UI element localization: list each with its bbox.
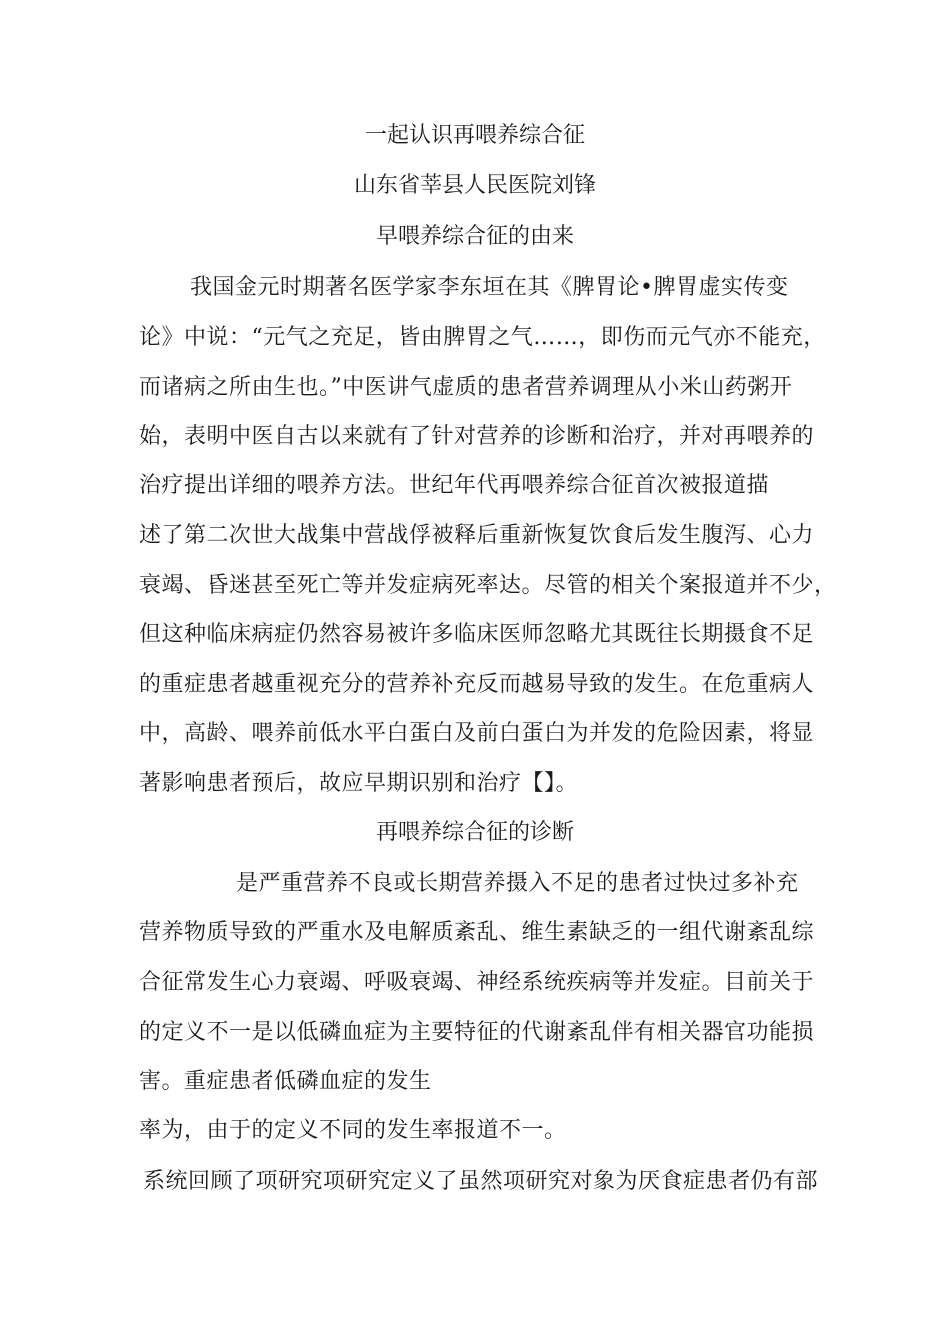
paragraph-line: 但这种临床病症仍然容易被许多临床医师忽略尤其既往长期摄食不足 bbox=[139, 622, 815, 647]
section-heading-origin: 早喂养综合征的由来 bbox=[375, 224, 574, 249]
paragraph-line: 而诸病之所由生也。”中医讲气虚质的患者营养调理从小米山药粥开 bbox=[139, 375, 793, 400]
paragraph-line: 害。重症患者低磷血症的发生 bbox=[139, 1069, 432, 1094]
paragraph-line: 述了第二次世大战集中营战俘被释后重新恢复饮食后发生腹泻、心力 bbox=[139, 523, 815, 548]
paragraph-line: 论》中说：“元气之充足，皆由脾胃之气……，即伤而元气亦不能充， bbox=[139, 325, 826, 350]
section-heading-diagnosis: 再喂养综合征的诊断 bbox=[375, 820, 574, 845]
paragraph-line: 是严重营养不良或长期营养摄入不足的患者过快过多补充 bbox=[236, 871, 799, 896]
paragraph-line: 营养物质导致的严重水及电解质紊乱、维生素缺乏的一组代谢紊乱综 bbox=[139, 920, 815, 945]
paragraph-line: 我国金元时期著名医学家李东垣在其《脾胃论•脾胃虚实传变 bbox=[190, 275, 789, 300]
paragraph-line: 系统回顾了项研究项研究定义了虽然项研究对象为厌食症患者仍有部 bbox=[143, 1169, 819, 1194]
document-author: 山东省莘县人民医院刘锋 bbox=[353, 173, 596, 198]
paragraph-line: 始，表明中医自古以来就有了针对营养的诊断和治疗，并对再喂养的 bbox=[139, 424, 815, 449]
paragraph-line: 的定义不一是以低磷血症为主要特征的代谢紊乱伴有相关器官功能损 bbox=[139, 1020, 815, 1045]
paragraph-line: 中，高龄、喂养前低水平白蛋白及前白蛋白为并发的危险因素，将显 bbox=[139, 721, 815, 746]
document-title: 一起认识再喂养综合征 bbox=[364, 123, 585, 148]
paragraph-line: 著影响患者预后，故应早期识别和治疗【】。 bbox=[139, 771, 579, 796]
paragraph-line: 率为，由于的定义不同的发生率报道不一。 bbox=[139, 1118, 567, 1143]
paragraph-line: 衰竭、昏迷甚至死亡等并发症病死率达。尽管的相关个案报道并不少， bbox=[139, 573, 837, 598]
paragraph-line: 的重症患者越重视充分的营养补充反而越易导致的发生。在危重病人 bbox=[139, 672, 815, 697]
paragraph-line: 治疗提出详细的喂养方法。世纪年代再喂养综合征首次被报道描 bbox=[139, 473, 770, 498]
paragraph-line: 合征常发生心力衰竭、呼吸衰竭、神经系统疾病等并发症。目前关于 bbox=[139, 970, 815, 995]
